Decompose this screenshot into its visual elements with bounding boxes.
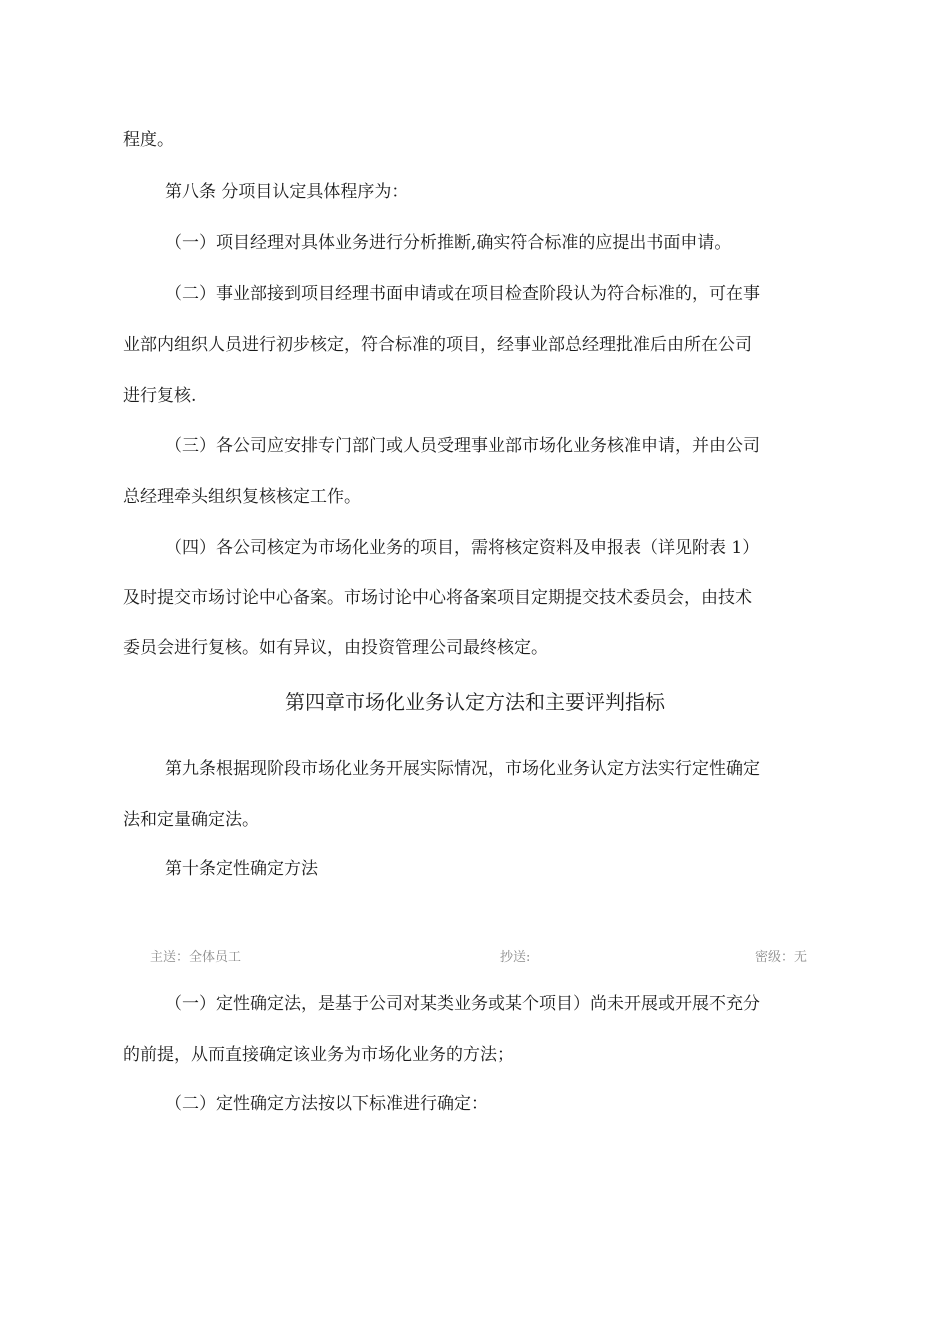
article-9-line: 第九条根据现阶段市场化业务开展实际情况，市场化业务认定方法实行定性确定	[165, 759, 760, 779]
paragraph-line: （一）定性确定法，是基于公司对某类业务或某个项目）尚未开展或开展不充分	[165, 994, 760, 1014]
paragraph-line: 进行复核.	[123, 386, 197, 406]
secrecy-label: 密级：无	[755, 950, 808, 965]
article-10-title: 第十条定性确定方法	[165, 859, 318, 879]
paragraph-line: 业部内组织人员进行初步核定，符合标准的项目，经事业部总经理批准后由所在公司	[123, 335, 752, 355]
paragraph-line: （二）事业部接到项目经理书面申请或在项目检查阶段认为符合标准的，可在事	[165, 284, 760, 304]
send-to-label: 主送：全体员工	[150, 950, 242, 965]
paragraph-line: 的前提，从而直接确定该业务为市场化业务的方法；	[123, 1045, 514, 1065]
paragraph-line: （一）项目经理对具体业务进行分析推断,确实符合标准的应提出书面申请。	[165, 233, 732, 253]
chapter-heading: 第四章市场化业务认定方法和主要评判指标	[285, 690, 665, 714]
paragraph-line: 程度。	[123, 130, 174, 150]
paragraph-line: （三）各公司应安排专门部门或人员受理事业部市场化业务核准申请，并由公司	[165, 436, 760, 456]
paragraph-line: 法和定量确定法。	[123, 810, 259, 830]
paragraph-line: 委员会进行复核。如有异议，由投资管理公司最终核定。	[123, 638, 548, 658]
article-8-title: 第八条 分项目认定具体程序为：	[165, 182, 409, 202]
paragraph-line: 总经理牵头组织复核核定工作。	[123, 487, 361, 507]
paragraph-line: （二）定性确定方法按以下标准进行确定：	[165, 1094, 488, 1114]
paragraph-line: （四）各公司核定为市场化业务的项目，需将核定资料及申报表（详见附表 1）	[165, 538, 760, 558]
paragraph-line: 及时提交市场讨论中心备案。市场讨论中心将备案项目定期提交技术委员会，由技术	[123, 588, 752, 608]
cc-label: 抄送:	[500, 950, 531, 965]
